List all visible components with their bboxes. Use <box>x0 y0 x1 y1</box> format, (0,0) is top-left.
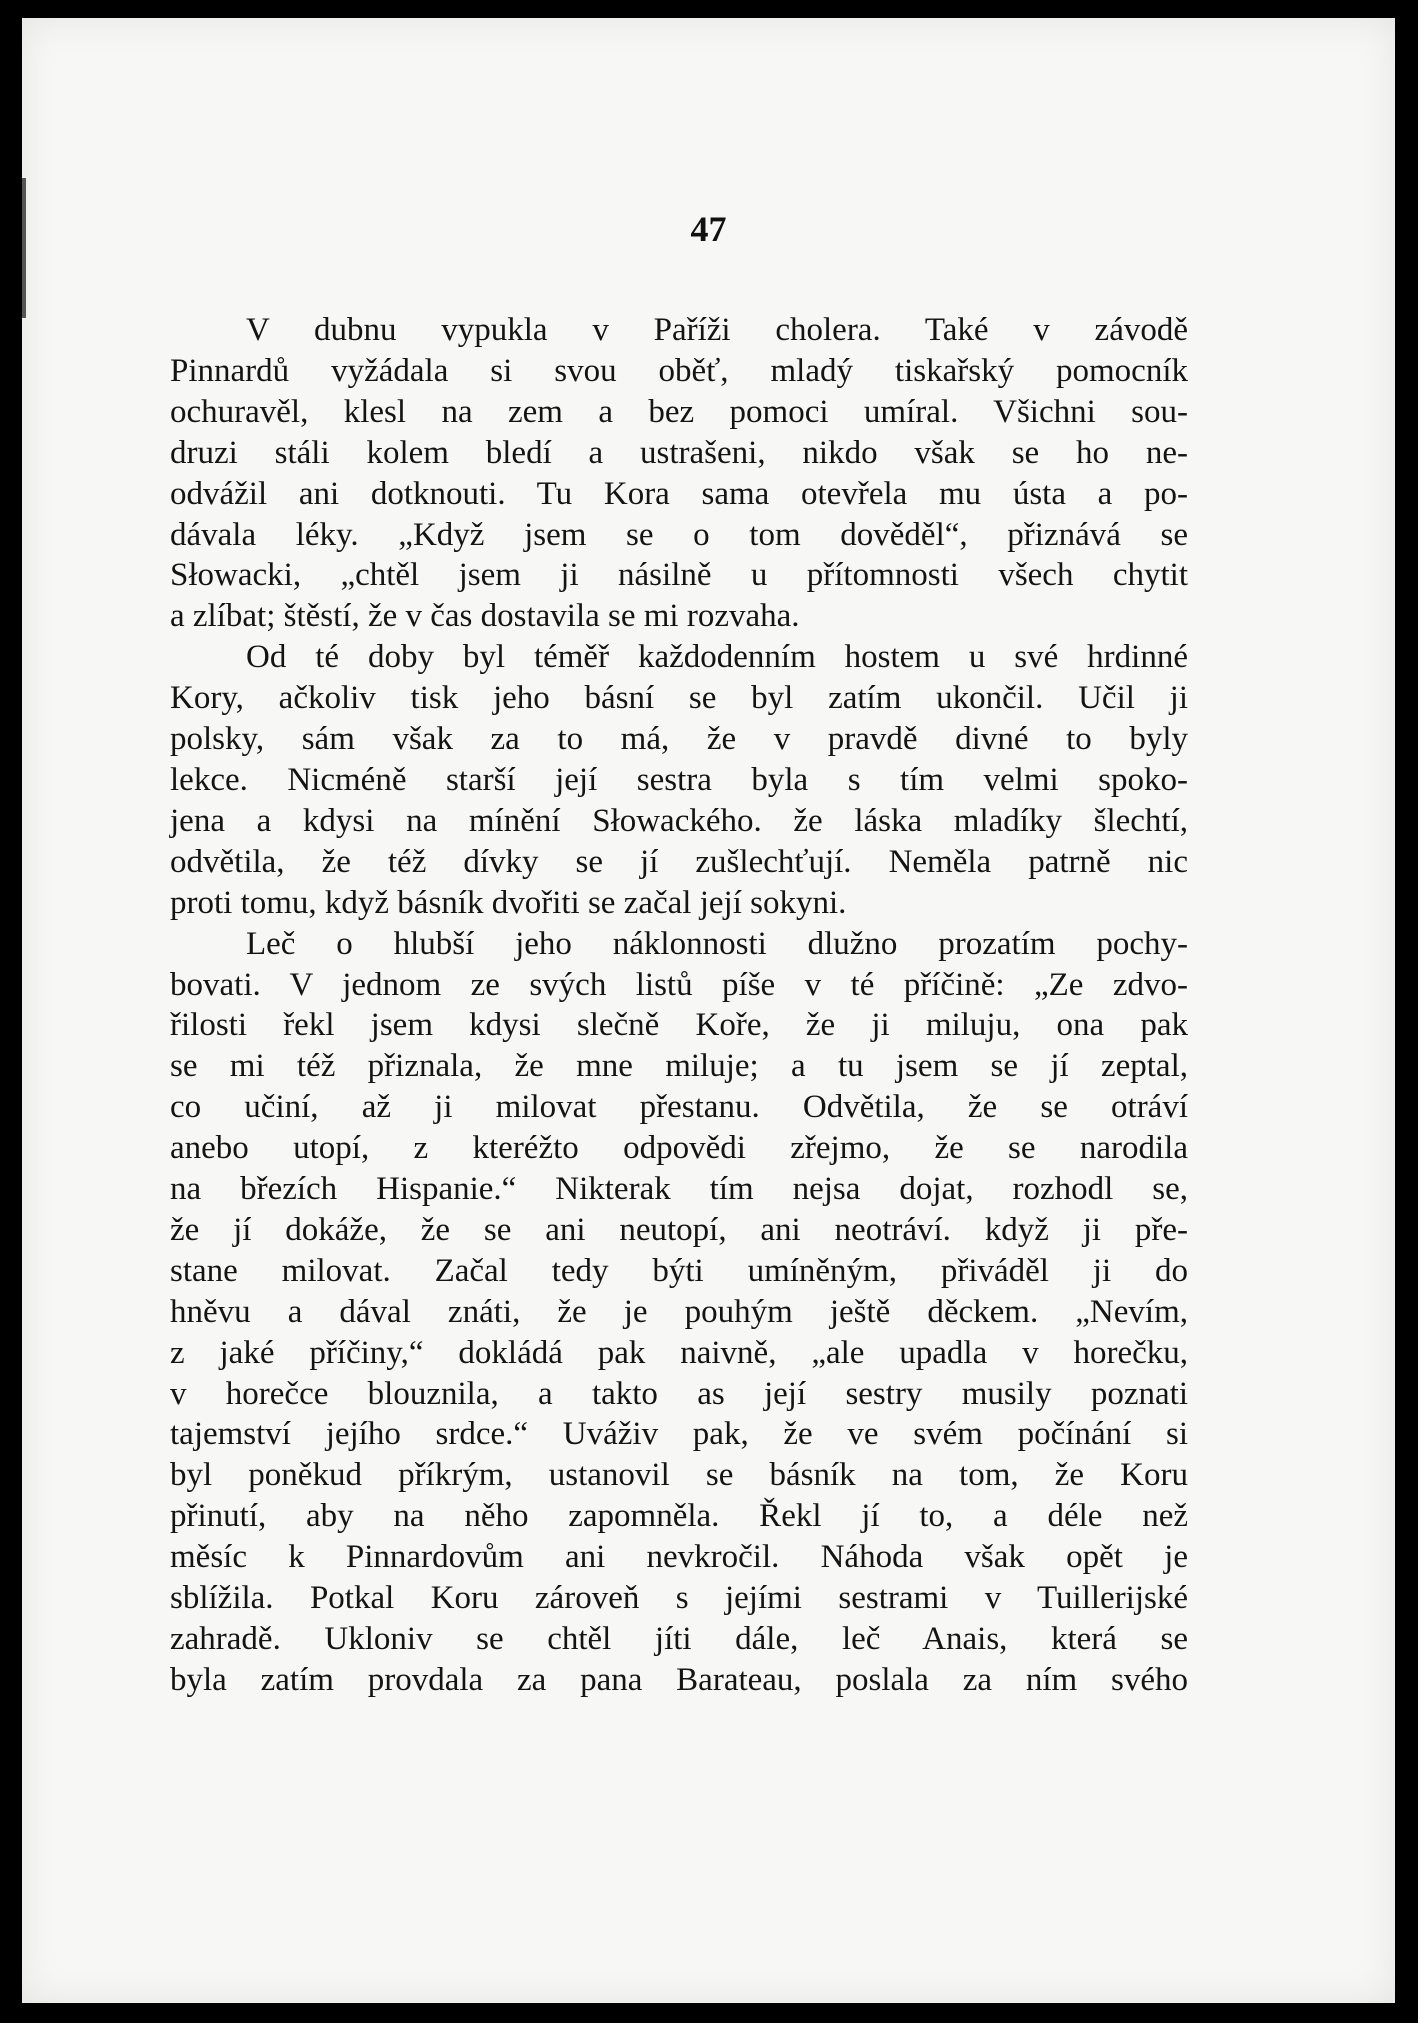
text-line: odvážil ani dotknouti. Tu Kora sama otevřela mu ústa a po- <box>170 475 1188 512</box>
text-line: jena a kdysi na mínění Słowackého. že láska mladíky šlechtí, <box>170 802 1188 839</box>
text-line: Kory, ačkoliv tisk jeho básní se byl zatím ukončil. Učil ji <box>170 680 1188 717</box>
text-line: Słowacki, „chtěl jsem ji násilně u přítomnosti všech chytit <box>170 557 1188 594</box>
text-line: lekce. Nicméně starší její sestra byla s tím velmi spoko- <box>170 761 1188 798</box>
text-line: anebo utopí, z kteréžto odpovědi zřejmo, že se narodila <box>170 1130 1188 1167</box>
text-line: že jí dokáže, že se ani neutopí, ani neotráví. když ji pře- <box>170 1211 1188 1248</box>
text-line: hněvu a dával znáti, že je pouhým ještě děckem. „Nevím, <box>170 1293 1188 1330</box>
text-line: řilosti řekl jsem kdysi slečně Koře, že ji miluju, ona pak <box>170 1007 1188 1044</box>
text-line: sblížila. Potkal Koru zároveň s jejími sestrami v Tuillerijské <box>170 1580 1188 1617</box>
text-line: co učiní, až ji milovat přestanu. Odvětila, že se otráví <box>170 1089 1188 1126</box>
book-page <box>22 18 1395 2003</box>
text-line: odvětila, že též dívky se jí zušlechťují. Neměla patrně nic <box>170 843 1188 880</box>
text-line: stane milovat. Začal tedy býti umíněným, přiváděl ji do <box>170 1252 1188 1289</box>
text-line: proti tomu, když básník dvořiti se začal její sokyni. <box>170 884 847 921</box>
text-line: byl poněkud příkrým, ustanovil se básník na tom, že Koru <box>170 1457 1188 1494</box>
text-line: ochuravěl, klesl na zem a bez pomoci umíral. Všichni sou- <box>170 393 1188 430</box>
text-line: dávala léky. „Když jsem se o tom dověděl“, přiznává se <box>170 516 1188 553</box>
text-line: se mi též přiznala, že mne miluje; a tu jsem se jí zeptal, <box>170 1048 1188 1085</box>
text-line: V dubnu vypukla v Paříži cholera. Také v závodě <box>246 312 1188 348</box>
text-line: zahradě. Ukloniv se chtěl jíti dále, leč Anais, která se <box>170 1621 1188 1657</box>
text-line: z jaké příčiny,“ dokládá pak naivně, „ale upadla v horečku, <box>170 1334 1188 1371</box>
text-line: v horečce blouznila, a takto as její sestry musily poznati <box>170 1375 1188 1412</box>
text-line: Leč o hlubší jeho náklonnosti dlužno prozatím pochy- <box>246 925 1188 962</box>
text-line: a zlíbat; štěstí, že v čas dostavila se mi rozvaha. <box>170 598 800 635</box>
text-line: tajemství jejího srdce.“ Uváživ pak, že ve svém počínání si <box>170 1416 1188 1453</box>
text-line: bovati. V jednom ze svých listů píše v té příčině: „Ze zdvo- <box>170 966 1188 1003</box>
text-line: měsíc k Pinnardovům ani nevkročil. Náhoda však opět je <box>170 1539 1188 1576</box>
text-line: druzi stáli kolem bledí a ustrašeni, nikdo však se ho ne- <box>170 434 1188 471</box>
text-line: Pinnardů vyžádala si svou oběť, mladý tiskařský pomocník <box>170 352 1188 389</box>
text-line: přinutí, aby na něho zapomněla. Řekl jí to, a déle než <box>170 1498 1188 1535</box>
text-line: byla zatím provdala za pana Barateau, poslala za ním svého <box>170 1661 1188 1698</box>
text-line: Od té doby byl téměř každodenním hostem u své hrdinné <box>246 639 1188 676</box>
page-number: 47 <box>690 209 727 249</box>
text-line: polsky, sám však za to má, že v pravdě divné to byly <box>170 721 1188 758</box>
text-line: na březích Hispanie.“ Nikterak tím nejsa dojat, rozhodl se, <box>170 1171 1188 1208</box>
body-text <box>170 310 1188 1701</box>
